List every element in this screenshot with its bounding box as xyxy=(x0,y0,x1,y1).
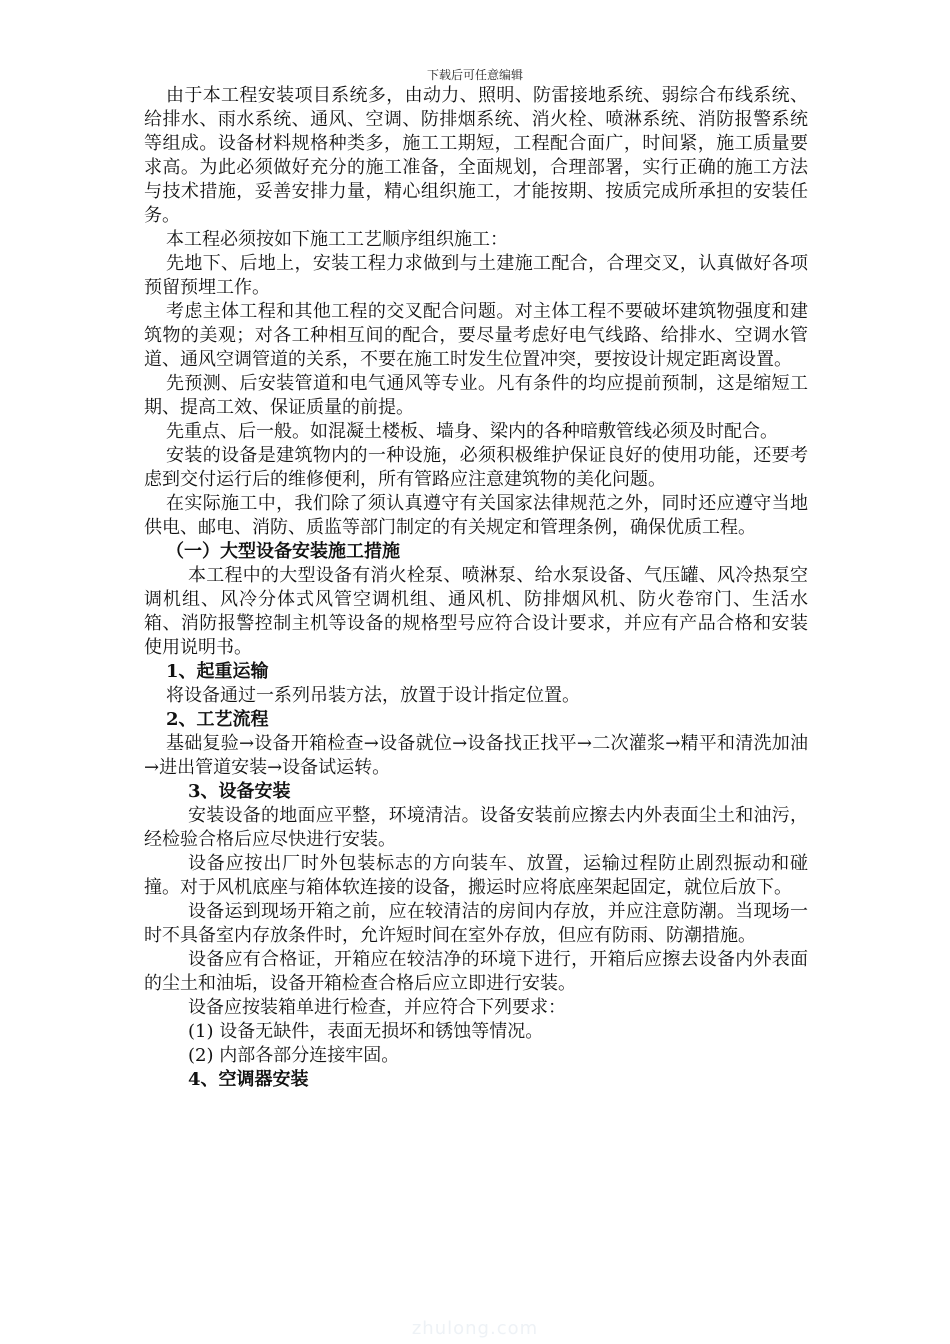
paragraph: 将设备通过一系列吊装方法，放置于设计指定位置。 xyxy=(166,685,580,706)
watermark: zhulong.com xyxy=(411,1318,539,1339)
paragraph: 基础复验→设备开箱检查→设备就位→设备找正找平→二次灌浆→精平和清洗加油→进出管道安装→设备试运转。 xyxy=(144,733,808,778)
paragraph: 安装的设备是建筑物内的一种设施，必须积极维护保证良好的使用功能，还要考虑到交付运行后的维修便利，所有管路应注意建筑物的美化问题。 xyxy=(144,445,808,490)
paragraph: 设备应按出厂时外包装标志的方向装车、放置，运输过程防止剧烈振动和碰撞。对于风机底座与箱体软连接的设备，搬运时应将底座架起固定，就位后放下。 xyxy=(144,853,808,898)
paragraph: 本工程中的大型设备有消火栓泵、喷淋泵、给水泵设备、气压罐、风冷热泵空调机组、风冷分体式风管空调机组、通风机、防排烟风机、防火卷帘门、生活水箱、消防报警控制主机等设备的规格型号应符合设计要求，并应有产品合格和安装使用说明书。 xyxy=(144,565,808,658)
paragraph: 安装设备的地面应平整，环境清洁。设备安装前应擦去内外表面尘土和油污，经检验合格后应尽快进行安装。 xyxy=(144,805,808,850)
section-heading: （一）大型设备安装施工措施 xyxy=(166,541,400,562)
paragraph: 先地下、后地上，安装工程力求做到与土建施工配合，合理交叉，认真做好各项预留预埋工作。 xyxy=(144,253,808,298)
paragraph: 设备应有合格证，开箱应在较洁净的环境下进行，开箱后应擦去设备内外表面的尘土和油垢，设备开箱检查合格后应立即进行安装。 xyxy=(144,949,808,994)
paragraph: 先重点、后一般。如混凝土楼板、墙身、梁内的各种暗敷管线必须及时配合。 xyxy=(166,421,778,442)
paragraph: 设备运到现场开箱之前，应在较清洁的房间内存放，并应注意防潮。当现场一时不具备室内存放条件时，允许短时间在室外存放，但应有防雨、防潮措施。 xyxy=(144,901,808,946)
paragraph: 在实际施工中，我们除了须认真遵守有关国家法律规范之外，同时还应遵守当地供电、邮电、消防、质监等部门制定的有关规定和管理条例，确保优质工程。 xyxy=(144,493,808,538)
subsection-heading: 2、工艺流程 xyxy=(166,709,269,730)
paragraph: 本工程必须按如下施工工艺顺序组织施工： xyxy=(166,229,508,250)
subsection-heading: 1、起重运输 xyxy=(166,661,269,682)
paragraph: 先预测、后安装管道和电气通风等专业。凡有条件的均应提前预制，这是缩短工期、提高工效、保证质量的前提。 xyxy=(144,373,808,418)
list-item: (2) 内部各部分连接牢固。 xyxy=(188,1045,400,1066)
paragraph: 设备应按装箱单进行检查，并应符合下列要求： xyxy=(188,997,566,1018)
page-header: 下载后可任意编辑 xyxy=(426,68,523,82)
document-body xyxy=(144,84,808,1092)
paragraph: 考虑主体工程和其他工程的交叉配合问题。对主体工程不要破坏建筑物强度和建筑物的美观；对各工种相互间的配合，要尽量考虑好电气线路、给排水、空调水管道、通风空调管道的关系，不要在施工时发生位置冲突，要按设计规定距离设置。 xyxy=(144,301,808,370)
subsection-heading: 4、空调器安装 xyxy=(188,1069,309,1090)
subsection-heading: 3、设备安装 xyxy=(188,781,291,802)
list-item: (1) 设备无缺件，表面无损坏和锈蚀等情况。 xyxy=(188,1021,544,1042)
paragraph: 由于本工程安装项目系统多，由动力、照明、防雷接地系统、弱综合布线系统、给排水、雨水系统、通风、空调、防排烟系统、消火栓、喷淋系统、消防报警系统等组成。设备材料规格种类多，施工工期短，工程配合面广，时间紧，施工质量要求高。为此必须做好充分的施工准备，全面规划，合理部署，实行正确的施工方法与技术措施，妥善安排力量，精心组织施工，才能按期、按质完成所承担的安装任务。 xyxy=(144,85,808,226)
